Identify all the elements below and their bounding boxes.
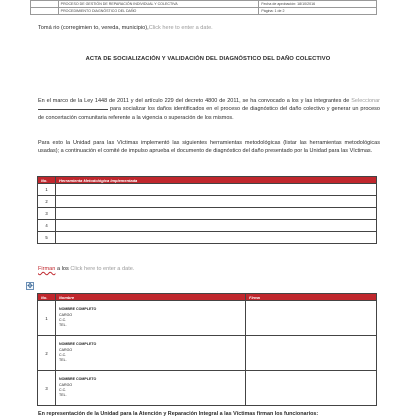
signer-tel-label: TEL. — [59, 323, 67, 328]
select-dropdown[interactable]: Seleccionar — [351, 98, 381, 104]
signers-col-firma: Firma — [246, 294, 377, 301]
paragraph1-after: para socializar los daños identificados en el proceso de diagnóstico del daño colectivo y generar un proceso de concertación comunitaria referente a la vigencia o superación de los mismos. — [38, 106, 380, 121]
tools-row-num: 4 — [38, 220, 56, 232]
signer-tel-label: TEL. — [59, 393, 67, 398]
tools-row-num: 3 — [38, 208, 56, 220]
signer-cc-label: C.C. — [59, 318, 67, 322]
paragraph-convocatoria — [38, 97, 380, 122]
tools-row-cell[interactable] — [56, 220, 377, 232]
signer-row-num: 2 — [38, 336, 56, 371]
header-logo-cell — [31, 1, 59, 8]
tools-row-cell[interactable] — [56, 184, 377, 196]
tools-row-cell[interactable] — [56, 196, 377, 208]
sign-date-picker-field[interactable]: Click here to enter a date. — [70, 266, 135, 272]
signer-name-cell[interactable] — [56, 371, 246, 406]
signer-name-label: NOMBRE COMPLETO — [59, 307, 97, 312]
signer-firma-cell[interactable] — [246, 371, 377, 406]
signer-name-cell[interactable] — [56, 301, 246, 336]
signer-tel-label: TEL. — [59, 358, 67, 363]
signers-col-nombre: Nombre — [56, 294, 246, 301]
table-move-handle-icon[interactable]: ✥ — [27, 283, 33, 290]
tools-row-cell[interactable] — [56, 232, 377, 244]
document-title: ACTA DE SOCIALIZACIÓN Y VALIDACIÓN DEL DIAGNÓSTICO DEL DAÑO COLECTIVO — [85, 56, 331, 62]
signers-col-no: No. — [38, 294, 56, 301]
sign-date-line — [38, 265, 378, 273]
paragraph-herramientas: Para esto la Unidad para las Víctimas implementó las siguientes herramientas metodológicas (listar las herramientas metodológicas usadas); a continuación el comité de impulso aprueba el documento de diagnóstico del daño presentado por la Unidad para las Víctimas. — [38, 140, 380, 155]
tools-row-num: 2 — [38, 196, 56, 208]
header-process-cell: PROCESO DE GESTIÓN DE REPARACIÓN INDIVIDUAL Y COLECTIVA — [58, 1, 259, 8]
tools-col-herramienta: Herramienta Metodológica Implementada — [56, 177, 377, 184]
tools-col-no: No. — [38, 177, 56, 184]
signer-name-label: NOMBRE COMPLETO — [59, 342, 97, 347]
header-approval-cell: Fecha de aprobación: 18/10/2016 — [259, 1, 377, 8]
document-header-table — [30, 0, 377, 15]
signer-name-label: NOMBRE COMPLETO — [59, 377, 97, 382]
paragraph1-before: En el marco de la Ley 1448 de 2011 y del artículo 229 del decreto 4800 de 2011, se ha convocado a los y las integrantes de — [38, 98, 350, 104]
signer-cargo-label: CARGO — [59, 382, 73, 387]
header-logo-cell-2 — [31, 8, 59, 15]
sign-mid-text: a los — [56, 266, 69, 272]
header-page-cell: Página: 1 de 2 — [259, 8, 377, 15]
tools-table — [37, 176, 377, 244]
signer-firma-cell[interactable] — [246, 336, 377, 371]
firman-word: Firman — [38, 266, 56, 272]
footer-text: En representación de la Unidad para la Atención y Reparación Integral a las Víctimas firman los funcionarios: — [38, 411, 319, 417]
tools-row-num: 1 — [38, 184, 56, 196]
signer-cargo-label: CARGO — [59, 312, 73, 317]
location-date-line — [38, 24, 378, 32]
signer-firma-cell[interactable] — [246, 301, 377, 336]
signer-cc-label: C.C. — [59, 388, 67, 392]
tools-row-cell[interactable] — [56, 208, 377, 220]
date-picker-field[interactable]: Click here to enter a date. — [148, 25, 213, 31]
location-text: Tomá rio (corregimien to, vereda, municipio), — [38, 25, 149, 31]
blank-underline — [38, 105, 108, 110]
signer-row-num: 1 — [38, 301, 56, 336]
header-procedure-cell: PROCEDIMIENTO DIAGNÓSTICO DEL DAÑO — [58, 8, 259, 15]
signer-row-num: 3 — [38, 371, 56, 406]
signers-table — [37, 293, 377, 406]
signer-cc-label: C.C. — [59, 353, 67, 357]
signer-cargo-label: CARGO — [59, 347, 73, 352]
signer-name-cell[interactable] — [56, 336, 246, 371]
tools-row-num: 5 — [38, 232, 56, 244]
